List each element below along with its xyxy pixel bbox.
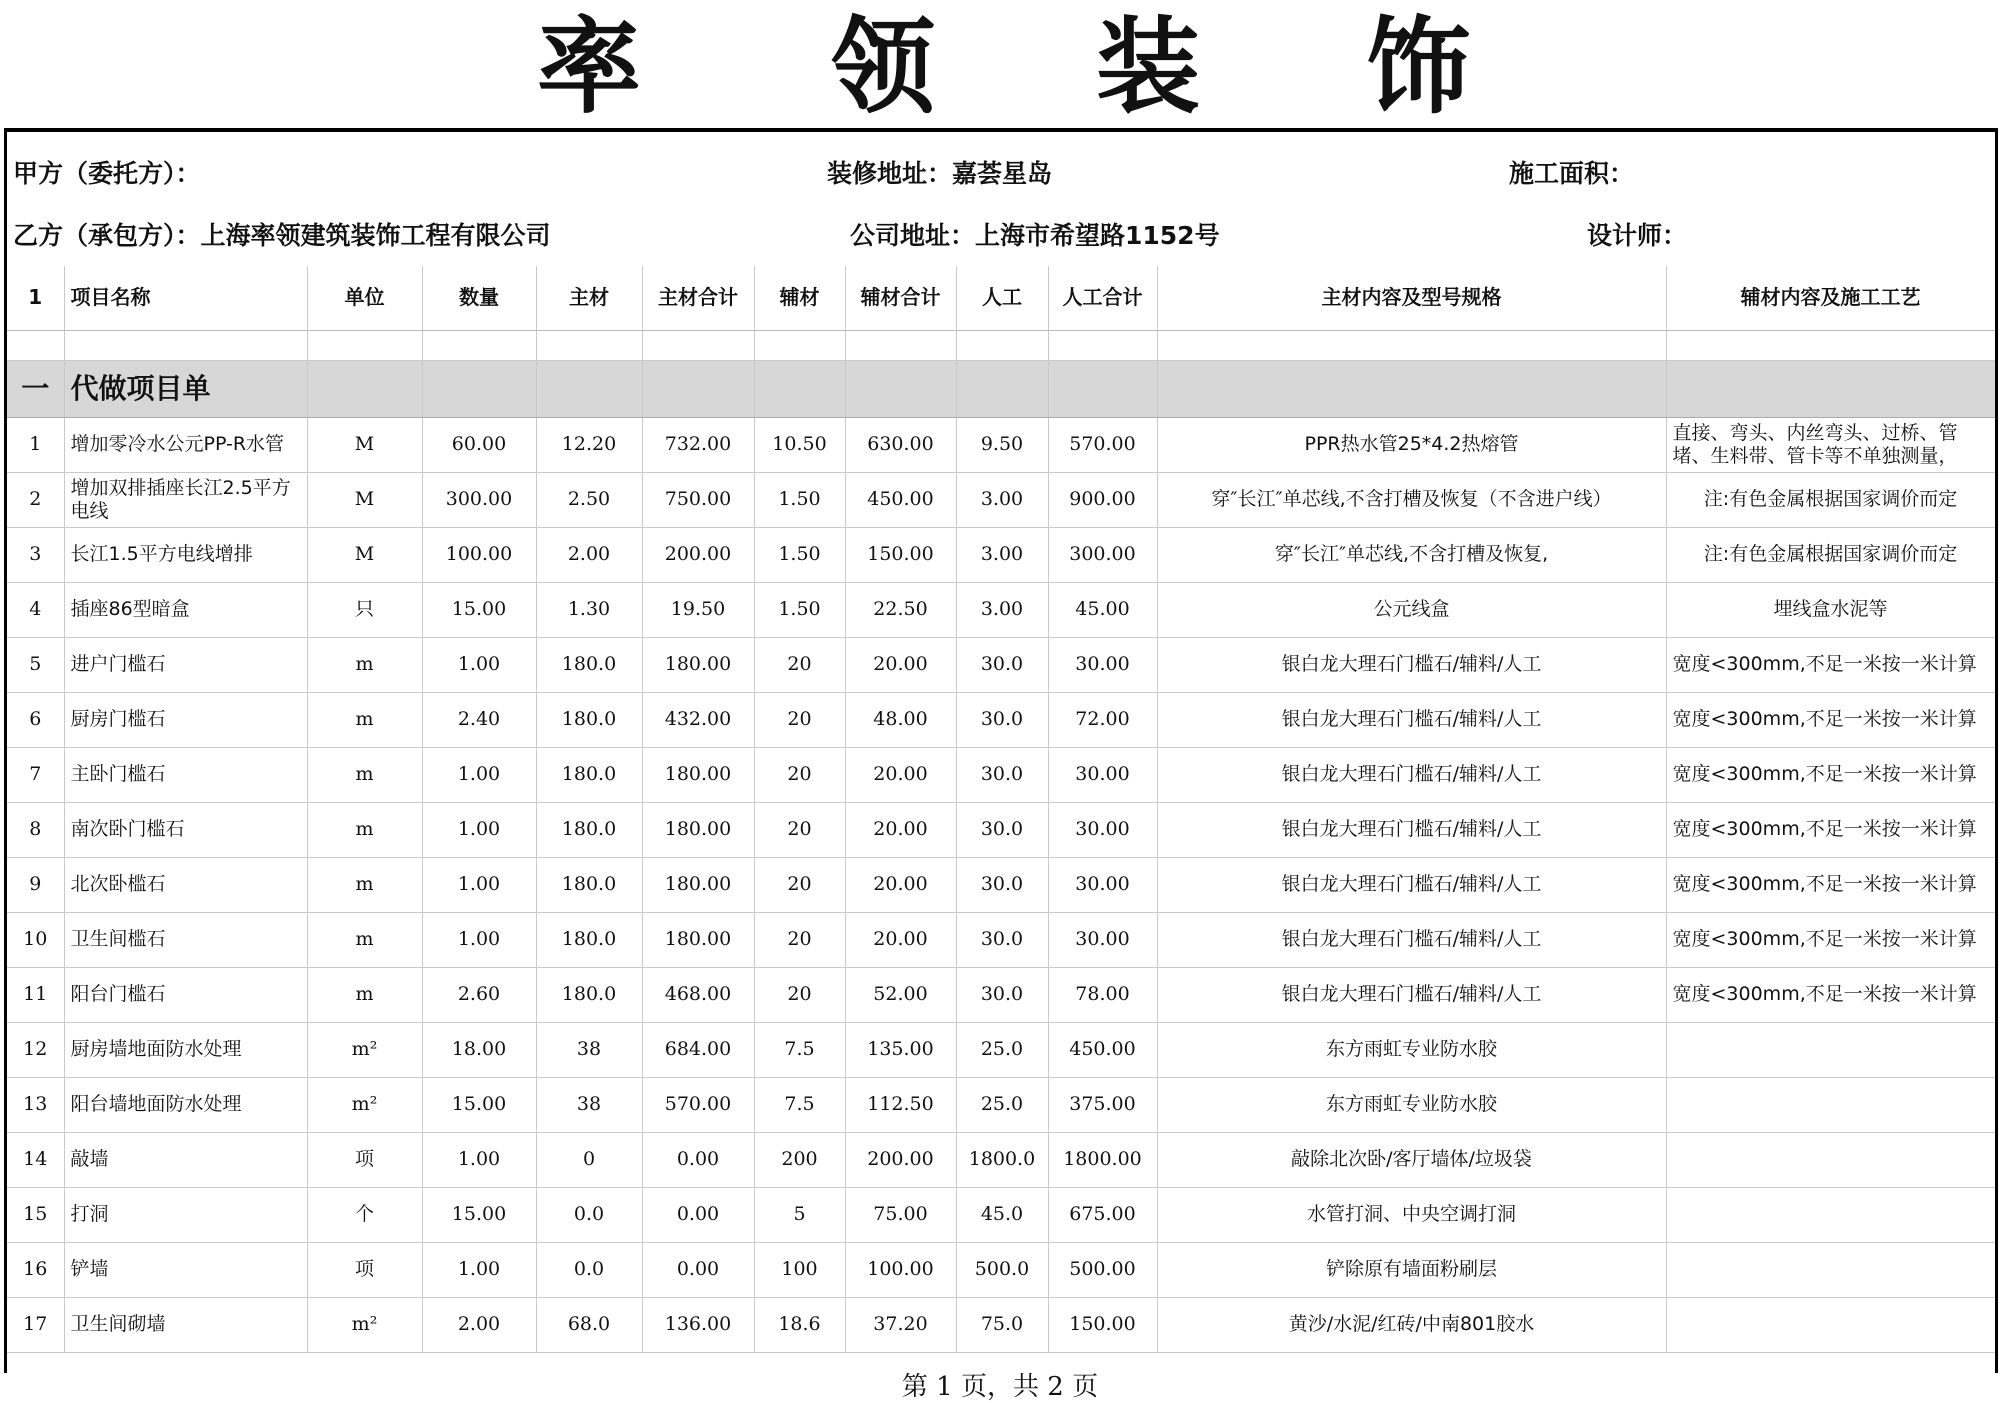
header-labor-total: 人工合计 <box>1048 266 1157 330</box>
cell-item-name: 打洞 <box>64 1187 307 1242</box>
cell-item-name: 增加双排插座长江2.5平方电线 <box>64 472 307 527</box>
renovation-address: 装修地址：嘉荟星岛 <box>827 159 1053 188</box>
cell-main-material-total: 136.00 <box>642 1297 754 1352</box>
cell-aux-material-total: 22.50 <box>845 582 956 637</box>
table-row <box>7 1297 1995 1352</box>
table-row <box>7 582 1995 637</box>
cell-aux-material-process <box>1666 1187 1995 1242</box>
cell-row-index: 4 <box>7 582 64 637</box>
cell-main-material-spec: 穿″长江″单芯线,不含打槽及恢复, <box>1157 527 1666 582</box>
cell-main-material-spec: 东方雨虹专业防水胶 <box>1157 1022 1666 1077</box>
table-row <box>7 912 1995 967</box>
cell-aux-material-total: 630.00 <box>845 417 956 472</box>
cell-item-name: 南次卧门槛石 <box>64 802 307 857</box>
cell-aux-material-process <box>1666 1132 1995 1187</box>
cell-labor: 45.0 <box>956 1187 1048 1242</box>
cell-aux-material-total: 20.00 <box>845 912 956 967</box>
blank-row <box>7 330 1995 360</box>
cell-main-material-spec: 水管打洞、中央空调打洞 <box>1157 1187 1666 1242</box>
cell-aux-material-process: 宽度<300mm,不足一米按一米计算 <box>1666 967 1995 1022</box>
cell-row-index: 15 <box>7 1187 64 1242</box>
cell-labor-total: 450.00 <box>1048 1022 1157 1077</box>
cell-labor-total: 675.00 <box>1048 1187 1157 1242</box>
cell-main-material-spec: 银白龙大理石门槛石/辅料/人工 <box>1157 692 1666 747</box>
cell-item-name: 敲墙 <box>64 1132 307 1187</box>
cell-unit: 个 <box>307 1187 422 1242</box>
cell-labor: 30.0 <box>956 857 1048 912</box>
cell-aux-material-total: 20.00 <box>845 747 956 802</box>
cell-labor-total: 30.00 <box>1048 747 1157 802</box>
cell-main-material: 180.0 <box>536 802 642 857</box>
cell-labor-total: 30.00 <box>1048 802 1157 857</box>
cell-main-material-total: 684.00 <box>642 1022 754 1077</box>
cell-item-name: 插座86型暗盒 <box>64 582 307 637</box>
cell-main-material-total: 180.00 <box>642 747 754 802</box>
cell-main-material-spec: 银白龙大理石门槛石/辅料/人工 <box>1157 802 1666 857</box>
table-row <box>7 802 1995 857</box>
cell-aux-material-total: 200.00 <box>845 1132 956 1187</box>
cell-quantity: 1.00 <box>422 802 536 857</box>
cell-main-material: 0.0 <box>536 1187 642 1242</box>
cell-main-material-total: 180.00 <box>642 857 754 912</box>
cell-unit: M <box>307 527 422 582</box>
cell-main-material: 180.0 <box>536 692 642 747</box>
cell-row-index: 11 <box>7 967 64 1022</box>
cell-aux-material-process <box>1666 1242 1995 1297</box>
cell-aux-material: 20 <box>754 692 845 747</box>
cell-labor-total: 150.00 <box>1048 1297 1157 1352</box>
cell-main-material-spec: 铲除原有墙面粉刷层 <box>1157 1242 1666 1297</box>
cell-row-index: 6 <box>7 692 64 747</box>
contract-info <box>7 132 1998 266</box>
cell-item-name: 卫生间砌墙 <box>64 1297 307 1352</box>
section-number: 一 <box>7 360 64 417</box>
cell-main-material: 2.00 <box>536 527 642 582</box>
cell-main-material: 1.30 <box>536 582 642 637</box>
header-index: 1 <box>7 266 64 330</box>
title-char-4: 饰 <box>1366 6 1471 128</box>
cell-main-material: 12.20 <box>536 417 642 472</box>
cell-aux-material: 200 <box>754 1132 845 1187</box>
cell-quantity: 2.60 <box>422 967 536 1022</box>
cell-unit: m <box>307 857 422 912</box>
section-title: 代做项目单 <box>64 360 307 417</box>
cell-main-material-total: 0.00 <box>642 1187 754 1242</box>
cell-labor-total: 500.00 <box>1048 1242 1157 1297</box>
cell-aux-material: 10.50 <box>754 417 845 472</box>
cell-aux-material-total: 37.20 <box>845 1297 956 1352</box>
company-address: 公司地址：上海市希望路1152号 <box>850 221 1220 250</box>
cell-row-index: 16 <box>7 1242 64 1297</box>
header-main-material: 主材 <box>536 266 642 330</box>
section-row <box>7 360 1995 417</box>
cell-main-material-spec: 敲除北次卧/客厅墙体/垃圾袋 <box>1157 1132 1666 1187</box>
cell-labor: 25.0 <box>956 1077 1048 1132</box>
cell-main-material: 180.0 <box>536 747 642 802</box>
cell-row-index: 3 <box>7 527 64 582</box>
cell-aux-material-process: 宽度<300mm,不足一米按一米计算 <box>1666 637 1995 692</box>
table-row <box>7 1242 1995 1297</box>
table-row <box>7 527 1995 582</box>
party-a-label: 甲方（委托方）： <box>13 159 201 188</box>
cell-item-name: 阳台门槛石 <box>64 967 307 1022</box>
cell-row-index: 14 <box>7 1132 64 1187</box>
cell-labor: 25.0 <box>956 1022 1048 1077</box>
cell-labor-total: 45.00 <box>1048 582 1157 637</box>
cell-labor: 30.0 <box>956 912 1048 967</box>
header-quantity: 数量 <box>422 266 536 330</box>
cell-main-material: 180.0 <box>536 637 642 692</box>
cell-aux-material: 20 <box>754 967 845 1022</box>
cell-aux-material-total: 75.00 <box>845 1187 956 1242</box>
table-row <box>7 857 1995 912</box>
cell-main-material-spec: 东方雨虹专业防水胶 <box>1157 1077 1666 1132</box>
company-title <box>0 0 2000 128</box>
cell-main-material-spec: 银白龙大理石门槛石/辅料/人工 <box>1157 637 1666 692</box>
cell-row-index: 2 <box>7 472 64 527</box>
cell-main-material-total: 432.00 <box>642 692 754 747</box>
cell-labor-total: 72.00 <box>1048 692 1157 747</box>
header-main-material-total: 主材合计 <box>642 266 754 330</box>
cell-row-index: 12 <box>7 1022 64 1077</box>
cell-aux-material: 1.50 <box>754 527 845 582</box>
cell-labor: 30.0 <box>956 802 1048 857</box>
cell-unit: M <box>307 472 422 527</box>
cell-item-name: 主卧门槛石 <box>64 747 307 802</box>
cell-labor-total: 30.00 <box>1048 912 1157 967</box>
cell-main-material-spec: 黄沙/水泥/红砖/中南801胶水 <box>1157 1297 1666 1352</box>
table-row <box>7 1077 1995 1132</box>
cell-labor-total: 30.00 <box>1048 857 1157 912</box>
table-row <box>7 967 1995 1022</box>
cell-row-index: 7 <box>7 747 64 802</box>
cell-aux-material-total: 20.00 <box>845 637 956 692</box>
cell-main-material-total: 0.00 <box>642 1132 754 1187</box>
cell-quantity: 15.00 <box>422 1077 536 1132</box>
cell-aux-material-process: 宽度<300mm,不足一米按一米计算 <box>1666 912 1995 967</box>
cell-quantity: 2.40 <box>422 692 536 747</box>
cell-labor-total: 30.00 <box>1048 637 1157 692</box>
cell-item-name: 北次卧槛石 <box>64 857 307 912</box>
cell-aux-material: 100 <box>754 1242 845 1297</box>
cell-aux-material-total: 20.00 <box>845 857 956 912</box>
cell-main-material: 68.0 <box>536 1297 642 1352</box>
cell-aux-material: 5 <box>754 1187 845 1242</box>
cell-quantity: 18.00 <box>422 1022 536 1077</box>
cell-labor: 3.00 <box>956 527 1048 582</box>
table-row <box>7 637 1995 692</box>
cell-quantity: 1.00 <box>422 857 536 912</box>
cell-labor: 75.0 <box>956 1297 1048 1352</box>
table-row <box>7 692 1995 747</box>
cell-row-index: 9 <box>7 857 64 912</box>
cell-labor-total: 375.00 <box>1048 1077 1157 1132</box>
cell-aux-material: 20 <box>754 912 845 967</box>
cell-quantity: 100.00 <box>422 527 536 582</box>
cell-labor-total: 300.00 <box>1048 527 1157 582</box>
header-labor: 人工 <box>956 266 1048 330</box>
cell-main-material-total: 19.50 <box>642 582 754 637</box>
cell-row-index: 10 <box>7 912 64 967</box>
cell-labor: 30.0 <box>956 747 1048 802</box>
cell-unit: 项 <box>307 1242 422 1297</box>
cell-aux-material-total: 450.00 <box>845 472 956 527</box>
cell-aux-material-process: 埋线盒水泥等 <box>1666 582 1995 637</box>
table-row <box>7 472 1995 527</box>
table-row <box>7 417 1995 472</box>
page-indicator: 第 1 页，共 2 页 <box>901 1372 1099 1402</box>
cell-aux-material-total: 100.00 <box>845 1242 956 1297</box>
cell-labor-total: 78.00 <box>1048 967 1157 1022</box>
cell-main-material: 180.0 <box>536 857 642 912</box>
cell-unit: m <box>307 637 422 692</box>
cell-row-index: 13 <box>7 1077 64 1132</box>
cell-unit: m² <box>307 1077 422 1132</box>
cell-aux-material: 20 <box>754 857 845 912</box>
cell-main-material: 38 <box>536 1077 642 1132</box>
cell-main-material: 0.0 <box>536 1242 642 1297</box>
cell-labor-total: 900.00 <box>1048 472 1157 527</box>
header-aux-material-total: 辅材合计 <box>845 266 956 330</box>
cell-main-material-total: 570.00 <box>642 1077 754 1132</box>
cell-aux-material: 20 <box>754 637 845 692</box>
cell-aux-material: 7.5 <box>754 1022 845 1077</box>
cell-main-material-total: 180.00 <box>642 802 754 857</box>
header-main-material-spec: 主材内容及型号规格 <box>1157 266 1666 330</box>
cell-unit: m <box>307 802 422 857</box>
header-unit: 单位 <box>307 266 422 330</box>
cell-unit: m <box>307 912 422 967</box>
cell-main-material-total: 468.00 <box>642 967 754 1022</box>
cell-main-material: 2.50 <box>536 472 642 527</box>
cell-main-material: 38 <box>536 1022 642 1077</box>
title-char-2: 领 <box>831 6 936 128</box>
cell-quantity: 1.00 <box>422 637 536 692</box>
cell-labor: 9.50 <box>956 417 1048 472</box>
header-item-name: 项目名称 <box>64 266 307 330</box>
cell-quantity: 15.00 <box>422 1187 536 1242</box>
cell-main-material-total: 180.00 <box>642 637 754 692</box>
cell-aux-material-total: 48.00 <box>845 692 956 747</box>
cell-quantity: 1.00 <box>422 912 536 967</box>
title-char-3: 装 <box>1096 6 1201 128</box>
cell-main-material-spec: 公元线盒 <box>1157 582 1666 637</box>
cell-labor-total: 1800.00 <box>1048 1132 1157 1187</box>
cell-aux-material-process: 宽度<300mm,不足一米按一米计算 <box>1666 802 1995 857</box>
designer-label: 设计师： <box>1587 221 1688 250</box>
cell-main-material: 0 <box>536 1132 642 1187</box>
cell-row-index: 17 <box>7 1297 64 1352</box>
quotation-sheet <box>4 128 1998 1373</box>
cell-aux-material-process <box>1666 1297 1995 1352</box>
cell-labor: 3.00 <box>956 472 1048 527</box>
cell-row-index: 8 <box>7 802 64 857</box>
cell-main-material-spec: 银白龙大理石门槛石/辅料/人工 <box>1157 747 1666 802</box>
cell-aux-material-process <box>1666 1022 1995 1077</box>
header-aux-material-process: 辅材内容及施工工艺 <box>1666 266 1995 330</box>
cell-labor: 30.0 <box>956 692 1048 747</box>
cell-item-name: 厨房墙地面防水处理 <box>64 1022 307 1077</box>
cell-quantity: 2.00 <box>422 1297 536 1352</box>
cell-aux-material: 20 <box>754 747 845 802</box>
cell-unit: 只 <box>307 582 422 637</box>
cell-aux-material: 18.6 <box>754 1297 845 1352</box>
cell-aux-material: 1.50 <box>754 472 845 527</box>
table-row <box>7 747 1995 802</box>
table-row <box>7 1022 1995 1077</box>
cell-row-index: 1 <box>7 417 64 472</box>
cell-aux-material: 7.5 <box>754 1077 845 1132</box>
cell-unit: m² <box>307 1022 422 1077</box>
cell-labor-total: 570.00 <box>1048 417 1157 472</box>
cell-unit: m <box>307 692 422 747</box>
cell-quantity: 300.00 <box>422 472 536 527</box>
cell-main-material-spec: PPR热水管25*4.2热熔管 <box>1157 417 1666 472</box>
construction-area-label: 施工面积： <box>1509 159 1635 188</box>
cell-unit: m <box>307 967 422 1022</box>
cell-labor: 500.0 <box>956 1242 1048 1297</box>
cell-aux-material-process <box>1666 1077 1995 1132</box>
cell-aux-material-process: 宽度<300mm,不足一米按一米计算 <box>1666 747 1995 802</box>
cell-main-material-spec: 银白龙大理石门槛石/辅料/人工 <box>1157 857 1666 912</box>
cell-item-name: 进户门槛石 <box>64 637 307 692</box>
cell-main-material-total: 732.00 <box>642 417 754 472</box>
cell-item-name: 厨房门槛石 <box>64 692 307 747</box>
cell-aux-material-total: 20.00 <box>845 802 956 857</box>
cell-aux-material-total: 135.00 <box>845 1022 956 1077</box>
cell-main-material: 180.0 <box>536 967 642 1022</box>
cell-quantity: 1.00 <box>422 1242 536 1297</box>
cell-main-material: 180.0 <box>536 912 642 967</box>
table-header-row <box>7 266 1995 330</box>
title-char-1: 率 <box>537 6 642 128</box>
cell-labor: 3.00 <box>956 582 1048 637</box>
table-row <box>7 1187 1995 1242</box>
cell-main-material-total: 0.00 <box>642 1242 754 1297</box>
cell-unit: m² <box>307 1297 422 1352</box>
cell-main-material-total: 750.00 <box>642 472 754 527</box>
cell-item-name: 卫生间槛石 <box>64 912 307 967</box>
cell-main-material-spec: 穿″长江″单芯线,不含打槽及恢复（不含进户线） <box>1157 472 1666 527</box>
cell-aux-material-process: 宽度<300mm,不足一米按一米计算 <box>1666 857 1995 912</box>
cell-item-name: 铲墙 <box>64 1242 307 1297</box>
header-aux-material: 辅材 <box>754 266 845 330</box>
cell-aux-material-process: 宽度<300mm,不足一米按一米计算 <box>1666 692 1995 747</box>
cell-item-name: 增加零冷水公元PP-R水管 <box>64 417 307 472</box>
cell-labor: 1800.0 <box>956 1132 1048 1187</box>
cell-unit: m <box>307 747 422 802</box>
cell-item-name: 阳台墙地面防水处理 <box>64 1077 307 1132</box>
cell-aux-material-process: 注:有色金属根据国家调价而定 <box>1666 472 1995 527</box>
quotation-table <box>7 266 1996 1353</box>
cell-main-material-spec: 银白龙大理石门槛石/辅料/人工 <box>1157 912 1666 967</box>
cell-aux-material-process: 直接、弯头、内丝弯头、过桥、管堵、生料带、管卡等不单独测量， <box>1666 417 1995 472</box>
cell-unit: M <box>307 417 422 472</box>
cell-item-name: 长江1.5平方电线增排 <box>64 527 307 582</box>
cell-main-material-spec: 银白龙大理石门槛石/辅料/人工 <box>1157 967 1666 1022</box>
cell-labor: 30.0 <box>956 967 1048 1022</box>
cell-quantity: 60.00 <box>422 417 536 472</box>
cell-main-material-total: 180.00 <box>642 912 754 967</box>
cell-aux-material-total: 112.50 <box>845 1077 956 1132</box>
cell-quantity: 1.00 <box>422 1132 536 1187</box>
cell-aux-material: 20 <box>754 802 845 857</box>
cell-quantity: 1.00 <box>422 747 536 802</box>
cell-unit: 项 <box>307 1132 422 1187</box>
cell-main-material-total: 200.00 <box>642 527 754 582</box>
cell-aux-material-total: 52.00 <box>845 967 956 1022</box>
party-b-company: 乙方（承包方）：上海率领建筑装饰工程有限公司 <box>13 221 551 250</box>
cell-quantity: 15.00 <box>422 582 536 637</box>
table-row <box>7 1132 1995 1187</box>
cell-row-index: 5 <box>7 637 64 692</box>
cell-aux-material: 1.50 <box>754 582 845 637</box>
cell-labor: 30.0 <box>956 637 1048 692</box>
cell-aux-material-total: 150.00 <box>845 527 956 582</box>
cell-aux-material-process: 注:有色金属根据国家调价而定 <box>1666 527 1995 582</box>
